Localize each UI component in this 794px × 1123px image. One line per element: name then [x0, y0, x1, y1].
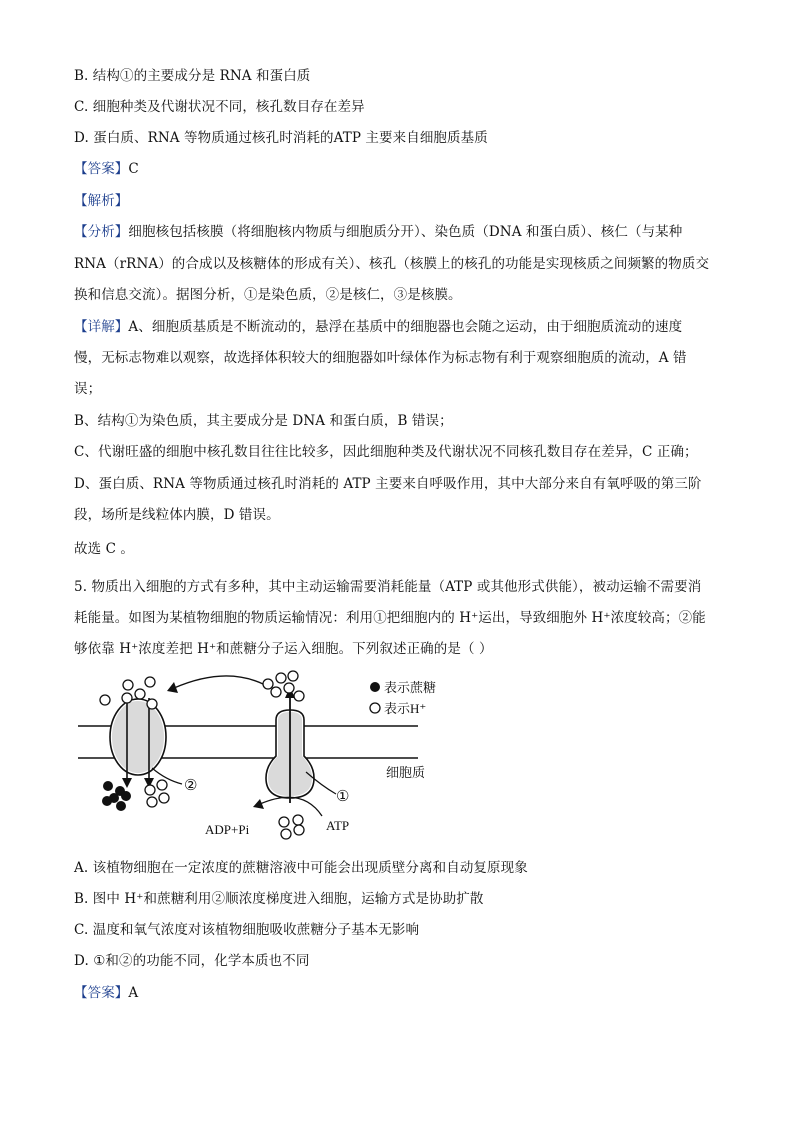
q4-answer [74, 159, 139, 179]
label-2: ② [184, 778, 198, 794]
q5-stem-3: 够依靠 H⁺浓度差把 H⁺和蔗糖分子运入细胞。下列叙述正确的是（ ） [74, 641, 493, 657]
cotransporter-protein [110, 699, 166, 775]
q5-answer [74, 983, 138, 1003]
xiangjie-tag: 【详解】 [74, 319, 129, 335]
xiangjie-text: A、细胞质基质是不断流动的，悬浮在基质中的细胞器也会随之运动，由于细胞质流动的速度 [128, 319, 683, 335]
q4-option-d: D. 蛋白质、RNA 等物质通过核孔时消耗的ATP 主要来自细胞质基质 [74, 130, 488, 146]
q4-option-b: B. 结构①的主要成分是 RNA 和蛋白质 [74, 68, 311, 84]
q5-answer-value: A [128, 985, 139, 1001]
label-1: ① [336, 789, 350, 805]
xiangjie-line-7: 段，场所是线粒体内膜，D 错误。 [74, 507, 280, 523]
q5-option-a: A. 该植物细胞在一定浓度的蔗糖溶液中可能会出现质壁分离和自动复原现象 [74, 860, 528, 876]
xiangjie-line-5: C、代谢旺盛的细胞中核孔数目往往比较多，因此细胞种类及代谢状况不同核孔数目存在差异，C 正确； [74, 444, 698, 460]
transport-diagram [70, 668, 490, 846]
q5-option-c: C. 温度和氧气浓度对该植物细胞吸收蔗糖分子基本无影响 [74, 922, 420, 938]
legend-sucrose-label: 表示蔗糖 [384, 680, 437, 695]
legend-h-label: 表示H⁺ [384, 701, 427, 716]
fenxi-text: 细胞核包括核膜（将细胞核内物质与细胞质分开）、染色质（DNA 和蛋白质）、核仁（与某种 [128, 224, 683, 240]
answer-tag: 【答案】 [74, 161, 129, 177]
q5-stem-2: 耗能量。如图为某植物细胞的物质运输情况：利用①把细胞内的 H⁺运出，导致细胞外 H⁺浓度较高；②能 [74, 610, 706, 626]
fenxi-tag: 【分析】 [74, 224, 129, 240]
q5-stem-1: 5. 物质出入细胞的方式有多种，其中主动运输需要消耗能量（ATP 或其他形式供能），被动运输不需要消 [74, 579, 702, 595]
xiangjie-line-3: 误； [74, 381, 102, 397]
fenxi-line-1 [74, 222, 682, 242]
atp-label: ATP [326, 818, 350, 833]
adp-label: ADP+Pi [205, 822, 250, 837]
q5-option-d: D. ①和②的功能不同，化学本质也不同 [74, 953, 310, 969]
xiangjie-line-4: B、结构①为染色质，其主要成分是 DNA 和蛋白质，B 错误； [74, 413, 453, 429]
analysis-tag: 【解析】 [74, 193, 129, 209]
fenxi-line-2: RNA（rRNA）的合成以及核糖体的形成有关）、核孔（核膜上的核孔的功能是实现核质之间频繁的物质交 [74, 256, 710, 272]
q5-option-b: B. 图中 H⁺和蔗糖利用②顺浓度梯度进入细胞，运输方式是协助扩散 [74, 891, 484, 907]
q4-option-c: C. 细胞种类及代谢状况不同，核孔数目存在差异 [74, 99, 365, 115]
conclusion: 故选 C 。 [74, 541, 135, 557]
xiangjie-line-1 [74, 317, 682, 337]
xiangjie-line-6: D、蛋白质、RNA 等物质通过核孔时消耗的 ATP 主要来自呼吸作用，其中大部分来自有氧呼吸的第三阶 [74, 476, 702, 492]
q5-answer-tag: 【答案】 [74, 985, 129, 1001]
fenxi-line-3: 换和信息交流）。据图分析，①是染色质，②是核仁，③是核膜。 [74, 287, 462, 303]
transport-diagram-svg [70, 668, 490, 846]
cytoplasm-label: 细胞质 [386, 765, 426, 780]
answer-value: C [128, 161, 139, 177]
xiangjie-line-2: 慢，无标志物难以观察，故选择体积较大的细胞器如叶绿体作为标志物有利于观察细胞质的流动，A 错 [74, 350, 687, 366]
